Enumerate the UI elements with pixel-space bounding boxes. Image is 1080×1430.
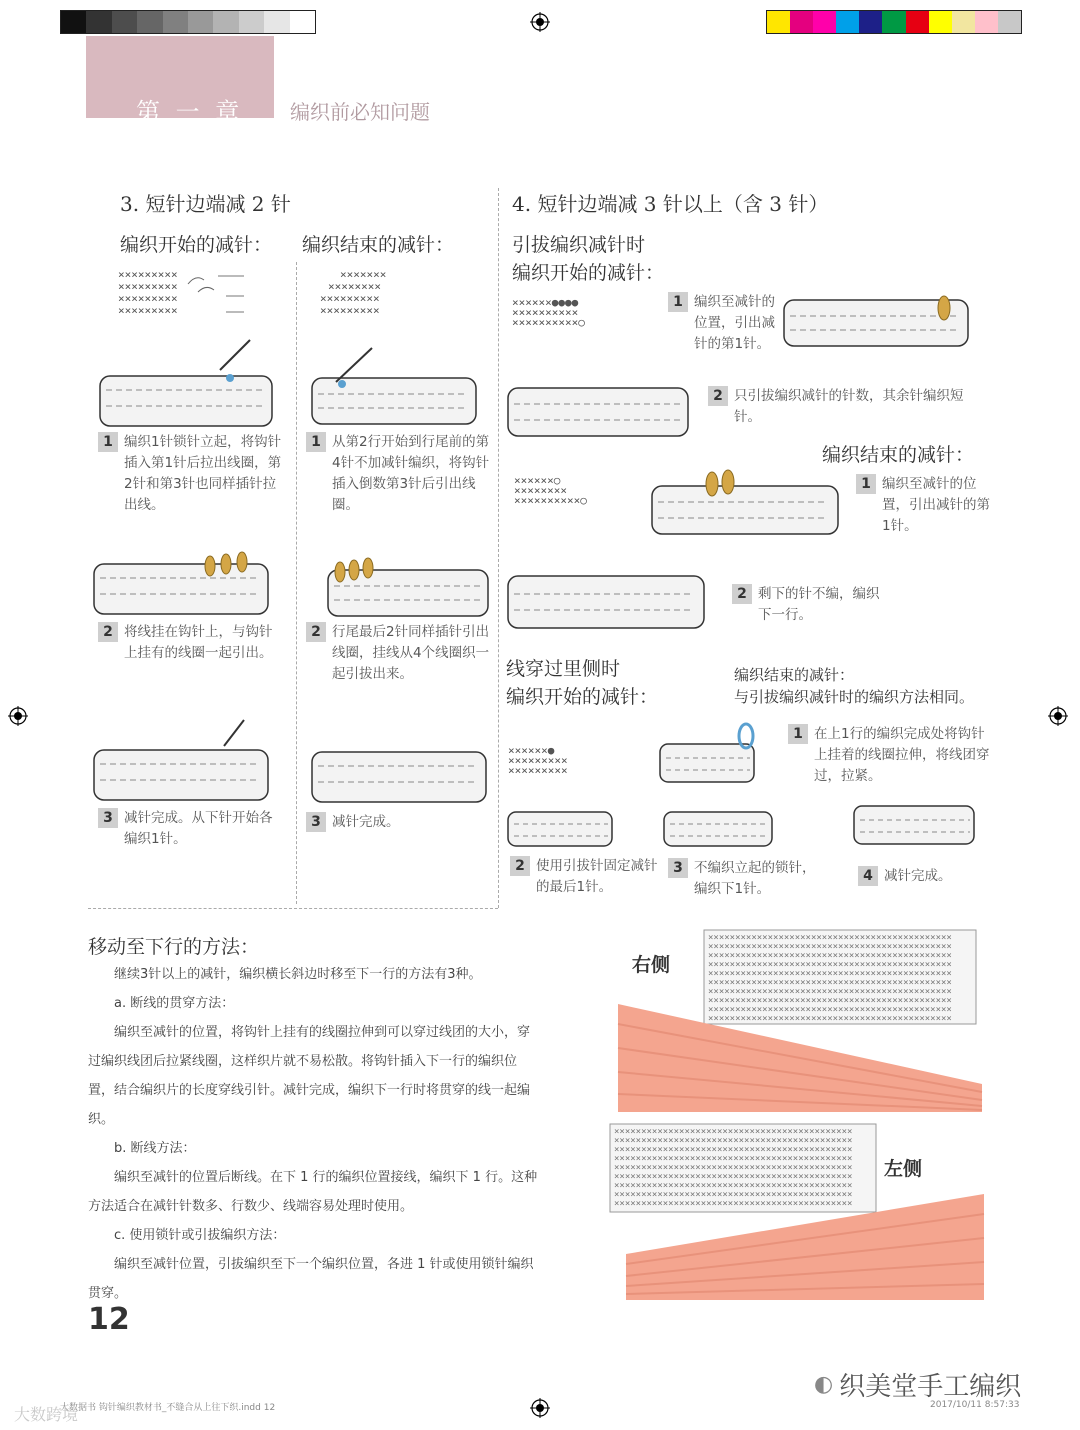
col1-heading: 编织开始的减针：: [120, 234, 273, 256]
step-number: 1: [856, 474, 876, 494]
through-step-4: [858, 866, 988, 887]
color-swatch: [929, 11, 952, 33]
svg-text:×××××××××: ×××××××××: [118, 292, 178, 305]
step-number: 2: [708, 386, 728, 406]
step-text: 编织至减针的位置，引出减针的第1针。: [882, 476, 990, 534]
col2-step-1: [306, 432, 492, 516]
color-swatch: [767, 11, 790, 33]
registration-mark-right: [1048, 706, 1068, 726]
knit-swatch-left: [626, 1194, 984, 1302]
color-swatch: [882, 11, 905, 33]
color-swatch: [213, 11, 238, 33]
fabric-illustration-start-1: [784, 300, 974, 352]
grid-row: ××××××××××××××××××××××××××××××××××××××××××××: [614, 1199, 853, 1209]
color-swatch: [264, 11, 289, 33]
corner-watermark: 大数跨境: [14, 1405, 79, 1424]
step-number: 2: [732, 584, 752, 604]
through-step-3: [668, 858, 828, 900]
section-3-title: 3. 短针边端减 2 针: [120, 192, 291, 216]
color-swatch: [239, 11, 264, 33]
fabric-illustration-start-2: [508, 388, 693, 440]
svg-text:××××××××: ××××××××: [514, 484, 567, 497]
step-text: 行尾最后2针同样插针引出线圈，挂线从4个线圈织一起引拔出来。: [332, 624, 490, 682]
color-swatch: [112, 11, 137, 33]
step-number: 2: [98, 622, 118, 642]
start-step-2: [708, 386, 968, 428]
svg-text:×××××××××: ×××××××××: [508, 754, 568, 767]
step-text: 剩下的针不编，编织下一行。: [758, 586, 880, 623]
step-text: 编织至减针的位置，引出减针的第1针。: [694, 294, 775, 352]
fabric-illustration-r1: [312, 378, 482, 428]
col2-step-3: [306, 812, 492, 833]
fabric-illustration-through-1: [660, 744, 760, 784]
svg-text:××××××××××○: ××××××××××○: [514, 494, 587, 507]
color-swatch: [813, 11, 836, 33]
color-swatch: [859, 11, 882, 33]
color-swatch: [163, 11, 188, 33]
svg-text:××××××××××: ××××××××××: [512, 306, 579, 319]
svg-text:×××××××××: ×××××××××: [118, 280, 178, 293]
color-swatch: [836, 11, 859, 33]
grid-row: ××××××××××××××××××××××××××××××××××××××××××××: [614, 1190, 853, 1200]
col1-step-3: [98, 808, 284, 850]
brand-watermark: [814, 1366, 1021, 1403]
chapter-label: 第 一 章: [136, 98, 244, 126]
grid-row: ××××××××××××××××××××××××××××××××××××××××××××: [614, 1127, 853, 1137]
stitch-chart-col2: [320, 266, 420, 322]
through-heading-1: 线穿过里侧时: [506, 658, 621, 680]
step-number: 2: [510, 856, 530, 876]
color-swatch: [188, 11, 213, 33]
step-text: 将线挂在钩针上，与钩针上挂有的线圈一起引出。: [124, 624, 273, 661]
end-step-1: [856, 474, 994, 537]
step-text: 减针完成。从下针开始各编织1针。: [124, 810, 273, 847]
svg-text:×××××××: ×××××××: [340, 268, 387, 281]
grid-row: ×××××××××××××××××××××××××××××××××××××××××××××: [708, 960, 952, 970]
through-heading-2: 编织开始的减针：: [506, 686, 659, 708]
grid-row: ×××××××××××××××××××××××××××××××××××××××××××××: [708, 969, 952, 979]
stitch-chart-start: [512, 296, 662, 332]
step-number: 1: [98, 432, 118, 452]
step-number: 4: [858, 866, 878, 886]
brand-name: 织美堂手工编织: [839, 1372, 1022, 1402]
grid-row: ×××××××××××××××××××××××××××××××××××××××××××××: [708, 1014, 952, 1024]
fabric-illustration-r2: [328, 570, 493, 620]
fabric-illustration-l1: [100, 370, 280, 430]
registration-mark-top: [530, 12, 550, 32]
end-note-2: 与引拔编织减针时的编织方法相同。: [734, 688, 975, 706]
step-text: 减针完成。: [884, 868, 952, 884]
grid-row: ×××××××××××××××××××××××××××××××××××××××××××××: [708, 951, 952, 961]
timestamp: 2017/10/11 8:57:33: [930, 1400, 1020, 1410]
step-text: 减针完成。: [332, 814, 400, 830]
knit-swatch-right: [618, 1004, 982, 1114]
step-text: 编织1针锁针立起，将钩针插入第1针后拉出线圈，第2针和第3针也同样插针拉出线。: [124, 434, 282, 513]
grid-row: ××××××××××××××××××××××××××××××××××××××××××××: [614, 1181, 853, 1191]
grid-row: ×××××××××××××××××××××××××××××××××××××××××××××: [708, 942, 952, 952]
file-info: 大数据书 钩针编织教材书_不缝合从上往下织.indd 12: [60, 1403, 276, 1413]
svg-text:××××××●●●●: ××××××●●●●: [512, 296, 579, 309]
stitch-chart-end: [514, 474, 664, 510]
right-side-label: 右侧: [632, 954, 671, 976]
svg-text:××××××●: ××××××●: [508, 744, 555, 757]
step-number: 3: [668, 858, 688, 878]
grid-row: ××××××××××××××××××××××××××××××××××××××××××××: [614, 1172, 853, 1182]
paragraph: a. 断线的贯穿方法：: [114, 996, 235, 1011]
through-step-2: [510, 856, 660, 898]
col1-step-1: [98, 432, 284, 516]
grid-row: ×××××××××××××××××××××××××××××××××××××××××××××: [708, 933, 952, 943]
grid-row: ××××××××××××××××××××××××××××××××××××××××××××: [614, 1136, 853, 1146]
paragraph: 编织至减针的位置，将钩针上挂有的线圈拉伸到可以穿过线团的大小，穿过编织线团后拉紧线圈，这样织片就不易松散。将钩针插入下一行的编织位置，结合编织片的长度穿线引针。减针完成，编织下一行时将贯穿的线一起编织。: [88, 1025, 531, 1127]
move-section-body: [88, 960, 538, 1308]
end-note-1: 编织结束的减针：: [734, 666, 855, 684]
section-4-title: 4. 短针边端减 3 针以上（含 3 针）: [512, 192, 829, 216]
svg-text:×××××××××: ×××××××××: [118, 304, 178, 317]
svg-text:××××××××: ××××××××: [328, 280, 381, 293]
step-text: 只引拔编织减针的针数，其余针编织短针。: [734, 388, 964, 425]
end-decrease-heading: 编织结束的减针：: [822, 444, 975, 466]
step-number: 1: [788, 724, 808, 744]
paragraph: 继续3针以上的减针，编织横长斜边时移至下一行的方法有3种。: [114, 967, 482, 982]
col1-step-2: [98, 622, 284, 664]
paragraph: b. 断线方法：: [114, 1141, 196, 1156]
slip-stitch-heading-2: 编织开始的减针：: [512, 262, 665, 284]
fabric-illustration-through-4: [854, 806, 978, 846]
grid-row: ××××××××××××××××××××××××××××××××××××××××××××: [614, 1163, 853, 1173]
svg-text:×××××××××: ×××××××××: [118, 268, 178, 281]
color-swatch: [906, 11, 929, 33]
step-text: 不编织立起的锁针，编织下1针。: [694, 860, 816, 897]
end-step-2: [732, 584, 882, 626]
chapter-subtitle: 编织前必知问题: [290, 100, 430, 124]
column-divider-left: [296, 262, 297, 904]
fabric-illustration-through-2: [508, 812, 618, 848]
registration-mark-left: [8, 706, 28, 726]
step-text: 在上1行的编织完成处将钩针上挂着的线圈拉伸，将线团穿过，拉紧。: [814, 726, 990, 784]
paragraph: 编织至减针位置，引拔编织至下一个编织位置，各进 1 针或使用锁针编织贯穿。: [88, 1257, 534, 1301]
color-swatch: [952, 11, 975, 33]
grid-row: ×××××××××××××××××××××××××××××××××××××××××××××: [708, 978, 952, 988]
svg-text:×××××××××: ×××××××××: [320, 304, 380, 317]
svg-text:××××××××××○: ××××××××××○: [512, 316, 585, 329]
chat-icon: ◐: [814, 1372, 834, 1397]
step-number: 1: [306, 432, 326, 452]
color-swatch: [86, 11, 111, 33]
through-step-1: [788, 724, 998, 787]
svg-text:××××××○: ××××××○: [514, 474, 561, 487]
grayscale-bar: [60, 10, 316, 34]
color-swatch: [137, 11, 162, 33]
step-number: 3: [306, 812, 326, 832]
color-swatch: [61, 11, 86, 33]
fabric-illustration-l2: [94, 560, 274, 616]
color-swatch: [290, 11, 315, 33]
stitch-chart-through: [508, 744, 628, 780]
stitch-chart-col1: [118, 266, 248, 322]
fabric-illustration-through-3: [664, 812, 776, 848]
svg-text:×××××××××: ×××××××××: [320, 292, 380, 305]
fabric-illustration-l3: [94, 744, 274, 802]
fabric-illustration-end-1: [652, 486, 842, 538]
color-bar: [766, 10, 1022, 34]
color-swatch: [998, 11, 1021, 33]
color-swatch: [790, 11, 813, 33]
section-divider: [498, 188, 499, 908]
fabric-illustration-end-2: [508, 576, 708, 632]
grid-row: ××××××××××××××××××××××××××××××××××××××××××××: [614, 1145, 853, 1155]
left-side-label: 左侧: [884, 1158, 923, 1180]
registration-mark-bottom: [530, 1398, 550, 1418]
step-text: 使用引拔针固定减针的最后1针。: [536, 858, 658, 895]
grid-row: ×××××××××××××××××××××××××××××××××××××××××××××: [708, 987, 952, 997]
grid-row: ×××××××××××××××××××××××××××××××××××××××××××××: [708, 1005, 952, 1015]
step-number: 1: [668, 292, 688, 312]
col2-step-2: [306, 622, 492, 685]
page-number: 12: [88, 1302, 130, 1337]
fabric-illustration-r3: [312, 748, 490, 806]
color-swatch: [975, 11, 998, 33]
move-section-title: 移动至下行的方法：: [88, 936, 260, 958]
start-step-1: [668, 292, 780, 355]
section-divider-bottom: [88, 908, 498, 909]
paragraph: c. 使用锁针或引拔编织方法：: [114, 1228, 286, 1243]
step-number: 3: [98, 808, 118, 828]
slip-stitch-heading-1: 引拔编织减针时: [512, 234, 646, 256]
svg-text:×××××××××: ×××××××××: [508, 764, 568, 777]
step-text: 从第2行开始到行尾前的第4针不加减针编织，将钩针插入倒数第3针后引出线圈。: [332, 434, 490, 513]
step-number: 2: [306, 622, 326, 642]
col2-heading: 编织结束的减针：: [302, 234, 455, 256]
grid-row: ×××××××××××××××××××××××××××××××××××××××××××××: [708, 996, 952, 1006]
paragraph: 编织至减针的位置后断线。在下 1 行的编织位置接线，编织下 1 行。这种方法适合在减针针数多、行数少、线端容易处理时使用。: [88, 1170, 538, 1214]
grid-row: ××××××××××××××××××××××××××××××××××××××××××××: [614, 1154, 853, 1164]
